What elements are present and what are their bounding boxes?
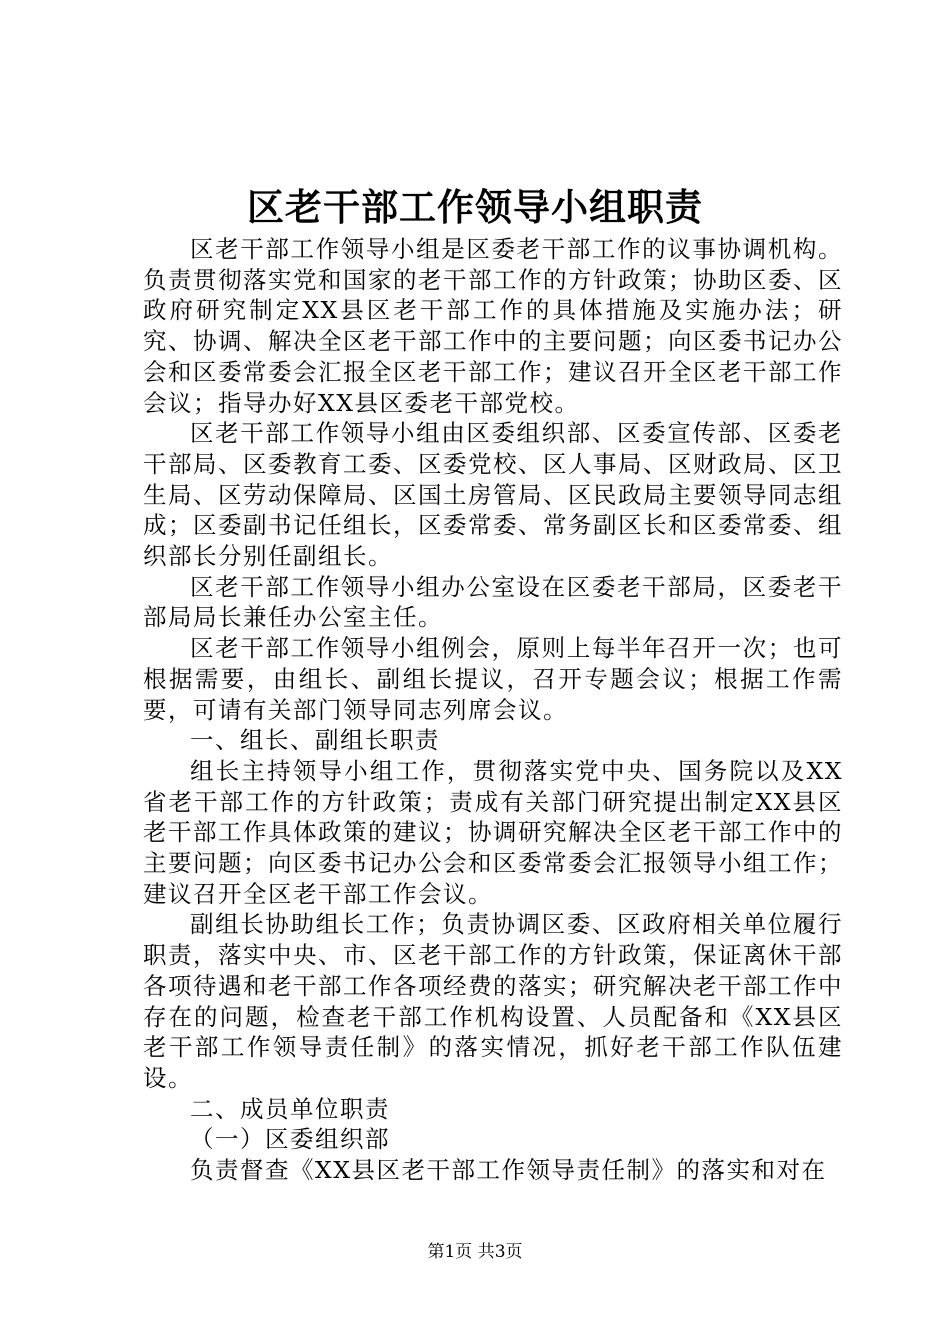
paragraph: 副组长协助组长工作；负责协调区委、区政府相关单位履行职责，落实中央、市、区老干部工作的方针政策，保证离休干部各项待遇和老干部工作各项经费的落实；研究解决老干部工作中存在的问题，检查老干部工作机构设置、人员配备和《XX县区老干部工作领导责任制》的落实情况，抓好老干部工作队伍建设。 xyxy=(143,910,843,1092)
page-footer: 第1页 共3页 xyxy=(427,1242,523,1262)
section-heading: 二、成员单位职责 xyxy=(190,1094,390,1123)
document-title: 区老干部工作领导小组职责 xyxy=(247,185,703,229)
paragraph: 区老干部工作领导小组由区委组织部、区委宣传部、区委老干部局、区委教育工委、区委党校、区人事局、区财政局、区卫生局、区劳动保障局、区国土房管局、区民政局主要领导同志组成；区委副书记任组长，区委常委、常务副区长和区委常委、组织部长分别任副组长。 xyxy=(143,419,843,571)
paragraph: 区老干部工作领导小组是区委老干部工作的议事协调机构。负责贯彻落实党和国家的老干部工作的方针政策；协助区委、区政府研究制定XX县区老干部工作的具体措施及实施办法；研究、协调、解决全区老干部工作中的主要问题；向区委书记办公会和区委常委会汇报全区老干部工作；建议召开全区老干部工作会议；指导办好XX县区委老干部党校。 xyxy=(143,235,843,417)
paragraph: 负责督查《XX县区老干部工作领导责任制》的落实和对在 xyxy=(190,1156,827,1185)
paragraph: 组长主持领导小组工作，贯彻落实党中央、国务院以及XX省老干部工作的方针政策；责成有关部门研究提出制定XX县区老干部工作具体政策的建议；协调研究解决全区老干部工作中的主要问题；向区委书记办公会和区委常委会汇报领导小组工作；建议召开全区老干部工作会议。 xyxy=(143,756,843,908)
section-heading: 一、组长、副组长职责 xyxy=(190,726,440,755)
subsection-heading: （一）区委组织部 xyxy=(190,1125,390,1154)
paragraph: 区老干部工作领导小组办公室设在区委老干部局，区委老干部局局长兼任办公室主任。 xyxy=(143,572,843,632)
paragraph: 区老干部工作领导小组例会，原则上每半年召开一次；也可根据需要，由组长、副组长提议，召开专题会议；根据工作需要，可请有关部门领导同志列席会议。 xyxy=(143,634,843,724)
document-body xyxy=(143,234,843,1186)
